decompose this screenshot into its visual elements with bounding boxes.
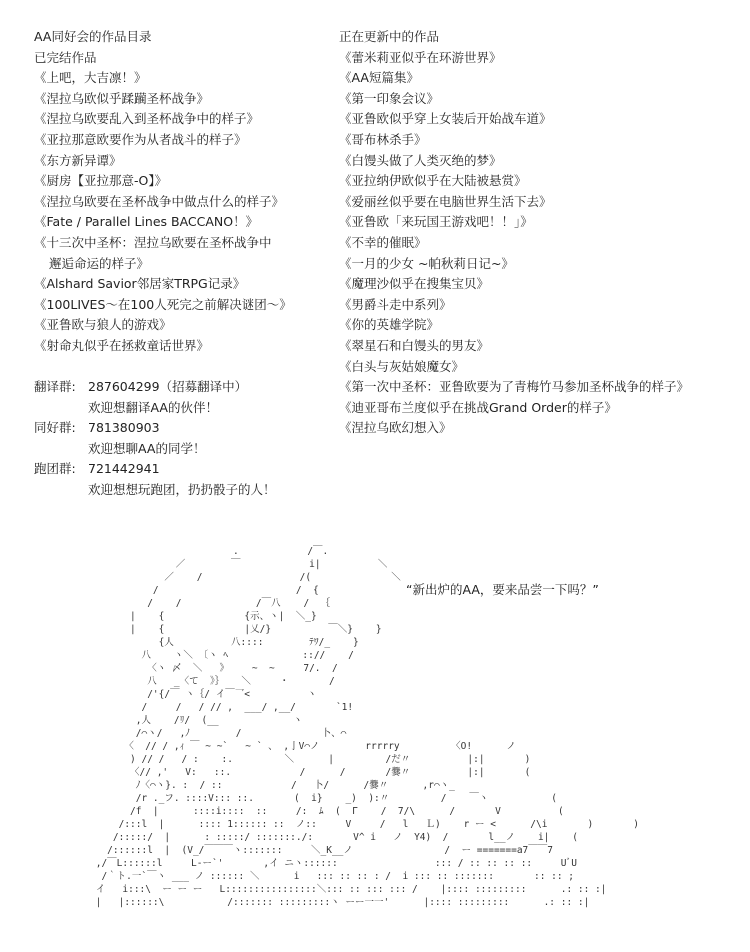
work-item[interactable]: 《迪亚哥布兰度似乎在挑战Grand Order的样子》 [339, 399, 617, 415]
fans-group-label: 同好群: [34, 420, 76, 436]
work-item[interactable]: 《厨房【亚拉那意-O】》 [34, 173, 168, 189]
completed-label: 已完结作品 [34, 49, 97, 65]
work-item[interactable]: 《涅拉乌欧幻想入》 [339, 420, 452, 436]
work-item[interactable]: 《射命丸似乎在拯救童话世界》 [34, 337, 210, 353]
catalog-heading: AA同好会的作品目录 [34, 29, 152, 44]
run-group-label: 跑团群: [34, 461, 76, 477]
work-item[interactable]: 《一月的少女 ~帕秋莉日记~》 [339, 255, 514, 271]
work-item[interactable]: 《不幸的催眠》 [339, 234, 427, 250]
work-item[interactable]: 《Fate / Parallel Lines BACCANO！》 [34, 214, 259, 230]
work-item[interactable]: 《东方新异谭》 [34, 152, 122, 168]
work-item[interactable]: 《哥布林杀手》 [339, 131, 427, 147]
translate-group-label: 翻译群: [34, 379, 76, 394]
work-item[interactable]: 《爱丽丝似乎要在电脑世界生活下去》 [339, 193, 552, 209]
work-item[interactable]: 《你的英雄学院》 [339, 317, 440, 333]
work-item[interactable]: 《亚拉那意欧要作为从者战斗的样子》 [34, 131, 247, 147]
work-item[interactable]: 《翠星石和白馒头的男友》 [339, 337, 490, 353]
work-item[interactable]: 《Alshard Savior邻居家TRPG记录》 [34, 276, 246, 292]
ascii-art-illustration [90, 545, 639, 915]
work-item[interactable]: 《第一印象会议》 [339, 90, 440, 106]
run-group-number: 721442941 [88, 461, 160, 477]
character-quote: “新出炉的AA，要来品尝一下吗？” [406, 582, 599, 597]
translate-group-note: 欢迎想翻译AA的伙伴！ [88, 399, 218, 415]
work-item[interactable]: 《涅拉乌欧要在圣杯战争中做点什么的样子》 [34, 193, 285, 209]
work-item[interactable]: 《白头与灰姑娘魔女》 [339, 358, 465, 374]
work-item[interactable]: 《AA短篇集》 [339, 70, 419, 86]
work-item[interactable]: 《100LIVES～在100人死完之前解决谜团～》 [34, 296, 292, 312]
completed-works-column [34, 27, 334, 357]
work-item[interactable]: 《亚拉纳伊欧似乎在大陆被悬赏》 [339, 173, 527, 189]
work-item-continuation[interactable]: 邂逅命运的样子》 [49, 255, 150, 271]
work-item[interactable]: 《魔理沙似乎在搜集宝贝》 [339, 276, 490, 292]
work-item[interactable]: 《亚鲁欧「来玩国王游戏吧！！」》 [339, 214, 533, 230]
run-group-note: 欢迎想想玩跑团，扔扔骰子的人！ [88, 481, 276, 497]
work-item[interactable]: 《十三次中圣杯：涅拉乌欧要在圣杯战争中 [34, 234, 272, 250]
work-item[interactable]: 《蕾米莉亚似乎在环游世界》 [339, 49, 502, 65]
work-item[interactable]: 《亚鲁欧似乎穿上女装后开始战车道》 [339, 111, 552, 127]
translate-group-number: 287604299（招募翻译中） [88, 379, 248, 394]
work-item[interactable]: 《第一次中圣杯：亚鲁欧要为了青梅竹马参加圣杯战争的样子》 [339, 379, 690, 395]
ongoing-heading: 正在更新中的作品 [339, 29, 440, 44]
ongoing-works-column [339, 27, 739, 439]
contact-groups [34, 377, 374, 501]
work-item[interactable]: 《白馒头做了人类灭绝的梦》 [339, 152, 502, 168]
work-item[interactable]: 《男爵斗走中系列》 [339, 296, 452, 312]
work-item[interactable]: 《涅拉乌欧似乎蹂躏圣杯战争》 [34, 90, 210, 106]
ascii-art-text: . /￣. ／ ￣ i| ＼ ／ / /( ＼ / / { ' / / /￣八 / ｛ | { {示、ヽ| ＼_} | { |乂/} ￣＼} } {人 八:::: ﾃﾜ/_ } 八 ヽ＼ 〔ヽ ﾍ ::// / 〈ヽ 〆 ＼ 》 ~ ~ 7/. / 八 _〈て 》｝ ＼ ・ / /'{/￣ ヽ｛/ イ￣乛< ヽ / / / // , ___/ ,__/ `1! ,人 /ﾘ/ (__ ヽ /⌒ヽ/ ,ﾉ / 卜、⌒ 〈 // / ,ｨ ￣ ~ ~` ~ ` 、 ,亅V⌒ノ rrrrry 〈O! ノ ) // / / : :. ＼ | /だ〃 |:| ) 〈// ,' V: ::. / / /爨〃 |:| ( ﾉ〈⌒ヽ}. : / :: / 卜/ /爨〃 ,r⌒ヽ_ /r ._フ. ::::V::: ::. ( i} _) ):〃 / ￣ヽ ( /f | ::::i:::: :: /: ﾑ ( Γ / 7/\ / V ( /:::l | :::: 1:::::: :: ノ:: V / l Ｌ) r ー < /\i ) ) /:::::/ | : :::::/ :::::::./: V^ i ノ Y4) / l__ノ i| ( /::::::l | (V_/￣￣￣ヽ::::::: ＼_K__ノ / ー =======a7￣￣7 ,/￣L::::::l L-ー`' ,イ ニヽ:::::: ::: / :: :: :: :: UﾞU /｀ト.一`￣ヽ ___ ノ :::::: ＼ i ::: :: :: : / i ::: :: ::::::: :: :: ; イ i:::\ ー ー ー L::::::::::::::::＼::: :: ::: ::: / |:::: ::::::::: .: :: :| | |::::::\ /::::::: :::::::::ヽ ーー一一' |:::: ::::::::: .: :: :| [95, 546, 639, 908]
fans-group-note: 欢迎想聊AA的同学！ [88, 440, 206, 456]
work-item[interactable]: 《亚鲁欧与狼人的游戏》 [34, 317, 172, 333]
fans-group-number: 781380903 [88, 420, 160, 436]
work-item[interactable]: 《上吧，大吉凛！》 [34, 70, 147, 86]
work-item[interactable]: 《涅拉乌欧要乱入到圣杯战争中的样子》 [34, 111, 260, 127]
